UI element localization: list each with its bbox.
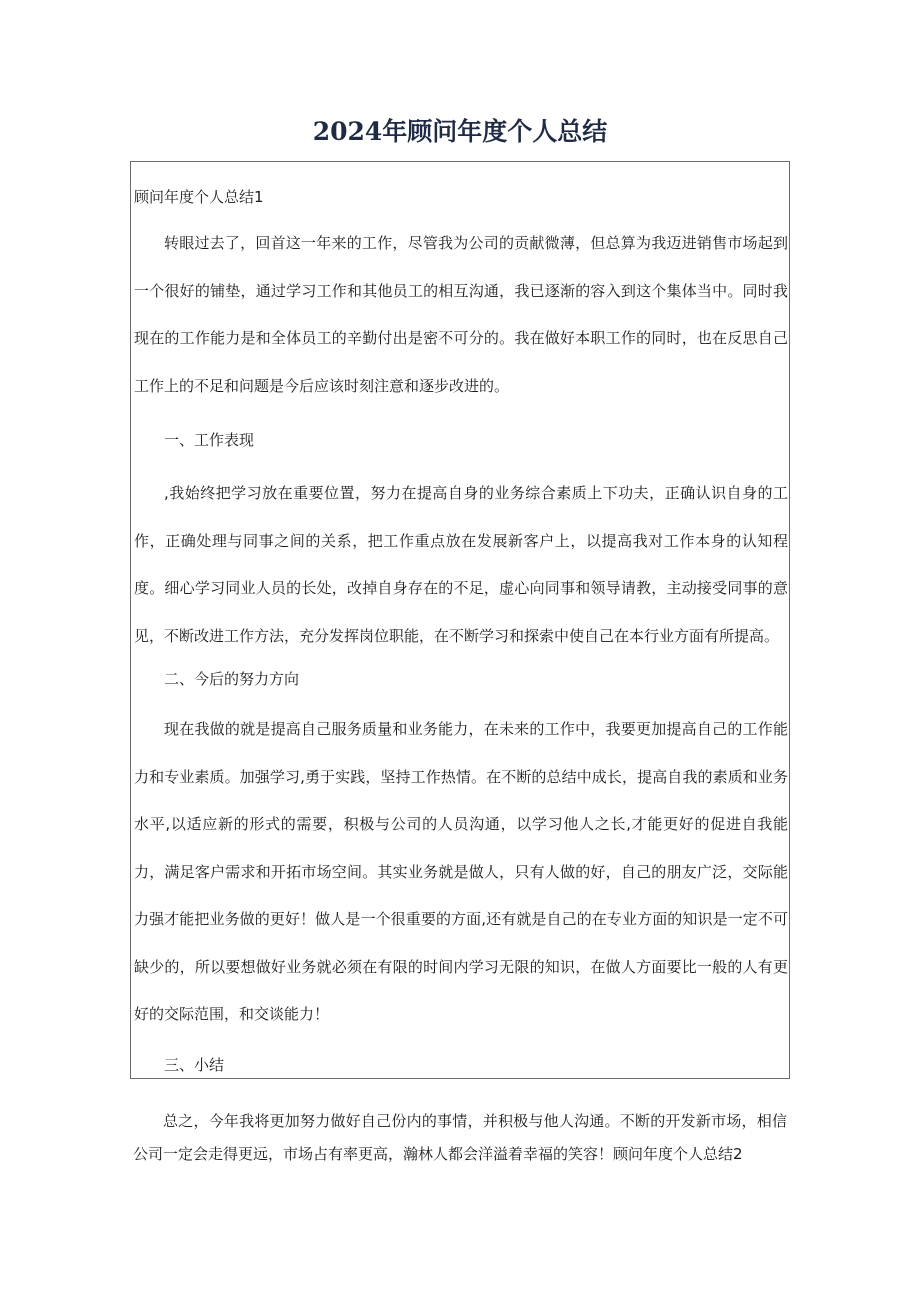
direction-paragraph: 现在我做的就是提高自己服务质量和业务能力，在未来的工作中，我要更加提高自己的工作能力和专业素质。加强学习,勇于实践，坚持工作热情。在不断的总结中成长，提高自我的素质和业务水平,以适应新的形式的需要，积极与公司的人员沟通，以学习他人之长,才能更好的促进自我能力，满足客户需求和开拓市场空间。其实业务就是做人，只有人做的好，自己的朋友广泛，交际能力强才能把业务做的更好！做人是一个很重要的方面,还有就是自己的在专业方面的知识是一定不可缺少的，所以要想做好业务就必须在有限的时间内学习无限的知识，在做人方面要比一般的人有更好的交际范围，和交谈能力！ (134, 720, 788, 1023)
closing-paragraph: 总之，今年我将更加努力做好自己份内的事情，并积极与他人沟通。不断的开发新市场，相信公司一定会走得更远，市场占有率更高，瀚林人都会洋溢着幸福的笑容！顾问年度个人总结2 (133, 1112, 787, 1163)
content-table-cell (130, 161, 790, 1079)
document-title: 2024年顾问年度个人总结 (312, 117, 608, 146)
heading-work-performance: 一、工作表现 (164, 431, 255, 449)
heading-summary: 三、小结 (164, 1056, 225, 1074)
intro-paragraph: 转眼过去了，回首这一年来的工作，尽管我为公司的贡献微薄，但总算为我迈进销售市场起到一个很好的铺垫，通过学习工作和其他员工的相互沟通，我已逐渐的容入到这个集体当中。同时我现在的工作能力是和全体员工的辛勤付出是密不可分的。我在做好本职工作的同时，也在反思自己工作上的不足和问题是今后应该时刻注意和逐步改进的。 (134, 234, 788, 395)
performance-paragraph: ,我始终把学习放在重要位置，努力在提高自身的业务综合素质上下功夫，正确认识自身的工作，正确处理与同事之间的关系，把工作重点放在发展新客户上，以提高我对工作本身的认知程度。细心学习同业人员的长处，改掉自身存在的不足，虚心向同事和领导请教，主动接受同事的意见，不断改进工作方法，充分发挥岗位职能，在不断学习和探索中使自己在本行业方面有所提高。 (134, 484, 788, 645)
heading-future-direction: 二、今后的努力方向 (164, 670, 300, 688)
section-title: 顾问年度个人总结1 (134, 188, 264, 206)
